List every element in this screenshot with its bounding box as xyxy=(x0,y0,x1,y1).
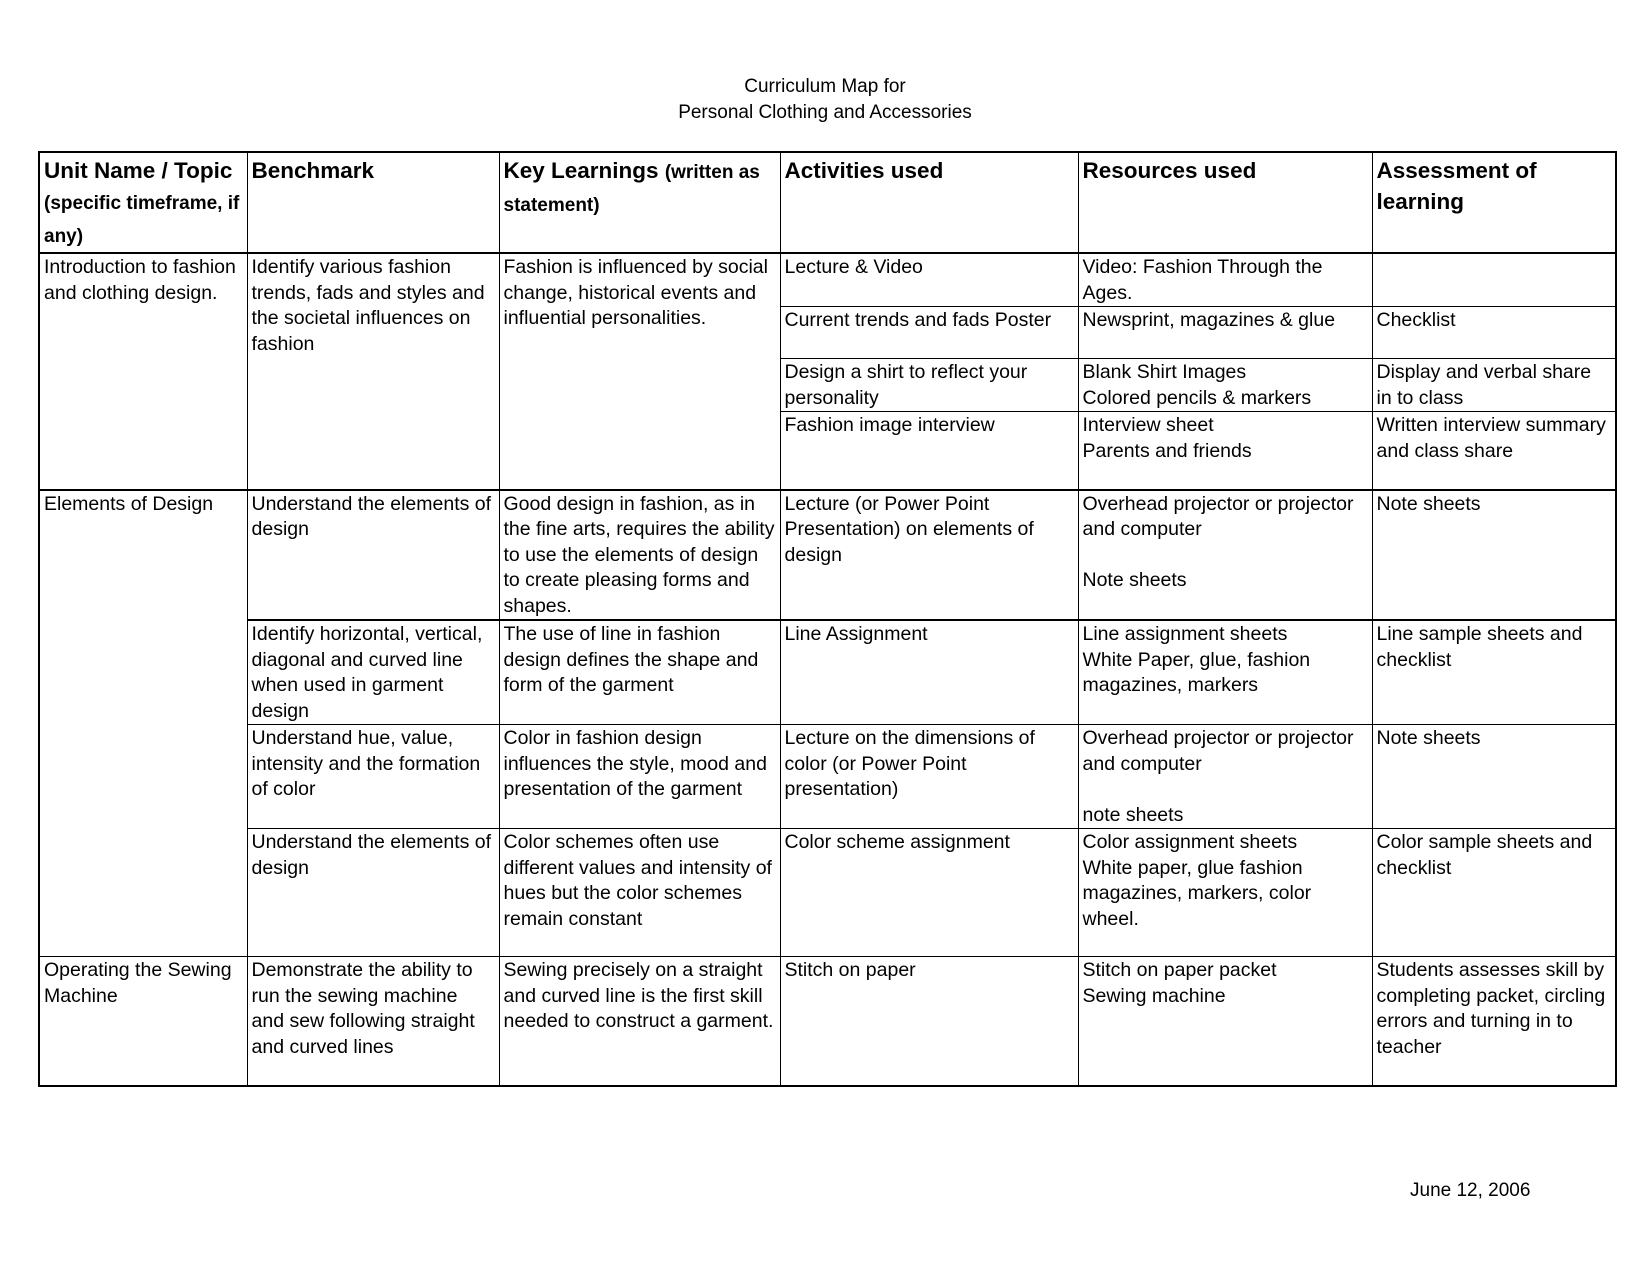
key-learning-cell: Color in fashion design influences the style, mood and presentation of the garment xyxy=(499,725,780,829)
benchmark-cell: Identify various fashion trends, fads and styles and the societal influences on fashion xyxy=(247,253,499,490)
benchmark-cell: Identify horizontal, vertical, diagonal and curved line when used in garment design xyxy=(247,620,499,725)
resource-cell: Newsprint, magazines & glue xyxy=(1078,307,1372,359)
assessment-cell: Students assesses skill by completing packet, circling errors and turning in to teacher xyxy=(1372,957,1616,1086)
resource-cell: Overhead projector or projector and computer note sheets xyxy=(1078,725,1372,829)
assessment-cell: Note sheets xyxy=(1372,725,1616,829)
document-date: June 12, 2006 xyxy=(1410,1180,1531,1201)
activity-cell: Color scheme assignment xyxy=(780,829,1078,957)
table-row xyxy=(39,253,1616,307)
resource-cell: Line assignment sheets White Paper, glue, fashion magazines, markers xyxy=(1078,620,1372,725)
resource-cell: Overhead projector or projector and computer Note sheets xyxy=(1078,490,1372,621)
resource-cell: Color assignment sheets White paper, glue fashion magazines, markers, color wheel. xyxy=(1078,829,1372,957)
activity-cell: Lecture on the dimensions of color (or Power Point presentation) xyxy=(780,725,1078,829)
unit-cell: Operating the Sewing Machine xyxy=(39,957,247,1086)
benchmark-cell: Demonstrate the ability to run the sewing machine and sew following straight and curved lines xyxy=(247,957,499,1086)
resource-cell: Stitch on paper packet Sewing machine xyxy=(1078,957,1372,1086)
header-resources: Resources used xyxy=(1078,152,1372,253)
title-line-1: Curriculum Map for xyxy=(744,76,906,97)
assessment-cell: Note sheets xyxy=(1372,490,1616,621)
header-benchmark: Benchmark xyxy=(247,152,499,253)
header-activities: Activities used xyxy=(780,152,1078,253)
key-learning-cell: The use of line in fashion design defines the shape and form of the garment xyxy=(499,620,780,725)
assessment-cell: Line sample sheets and checklist xyxy=(1372,620,1616,725)
key-learning-cell: Sewing precisely on a straight and curved line is the first skill needed to construct a garment. xyxy=(499,957,780,1086)
header-assessment: Assessment of learning xyxy=(1372,152,1616,253)
assessment-cell: Written interview summary and class share xyxy=(1372,412,1616,490)
activity-cell: Stitch on paper xyxy=(780,957,1078,1086)
key-learning-cell: Color schemes often use different values and intensity of hues but the color schemes remain constant xyxy=(499,829,780,957)
activity-cell: Fashion image interview xyxy=(780,412,1078,490)
curriculum-table xyxy=(38,151,1617,1087)
table-row xyxy=(39,620,1616,725)
table-row xyxy=(39,957,1616,1086)
unit-cell: Introduction to fashion and clothing design. xyxy=(39,253,247,490)
resource-cell: Blank Shirt Images Colored pencils & markers xyxy=(1078,359,1372,412)
document-title xyxy=(0,74,1650,126)
activity-cell: Lecture & Video xyxy=(780,253,1078,307)
header-unit: Unit Name / Topic (specific timeframe, if any) xyxy=(39,152,247,253)
header-row xyxy=(39,152,1616,253)
table-row xyxy=(39,725,1616,829)
resource-cell: Interview sheet Parents and friends xyxy=(1078,412,1372,490)
activity-cell: Line Assignment xyxy=(780,620,1078,725)
resource-cell: Video: Fashion Through the Ages. xyxy=(1078,253,1372,307)
table-row xyxy=(39,829,1616,957)
assessment-cell: Color sample sheets and checklist xyxy=(1372,829,1616,957)
activity-cell: Design a shirt to reflect your personality xyxy=(780,359,1078,412)
activity-cell: Current trends and fads Poster xyxy=(780,307,1078,359)
benchmark-cell: Understand the elements of design xyxy=(247,490,499,621)
benchmark-cell: Understand hue, value, intensity and the formation of color xyxy=(247,725,499,829)
unit-cell: Elements of Design xyxy=(39,490,247,957)
activity-cell: Lecture (or Power Point Presentation) on elements of design xyxy=(780,490,1078,621)
benchmark-cell: Understand the elements of design xyxy=(247,829,499,957)
assessment-cell: Display and verbal share in to class xyxy=(1372,359,1616,412)
assessment-cell: Checklist xyxy=(1372,307,1616,359)
assessment-cell xyxy=(1372,253,1616,307)
table-row xyxy=(39,490,1616,621)
header-key-learnings: Key Learnings (written as statement) xyxy=(499,152,780,253)
title-line-2: Personal Clothing and Accessories xyxy=(678,102,972,123)
key-learning-cell: Fashion is influenced by social change, historical events and influential personalities. xyxy=(499,253,780,490)
key-learning-cell: Good design in fashion, as in the fine arts, requires the ability to use the elements of design to create pleasing forms and shapes. xyxy=(499,490,780,621)
